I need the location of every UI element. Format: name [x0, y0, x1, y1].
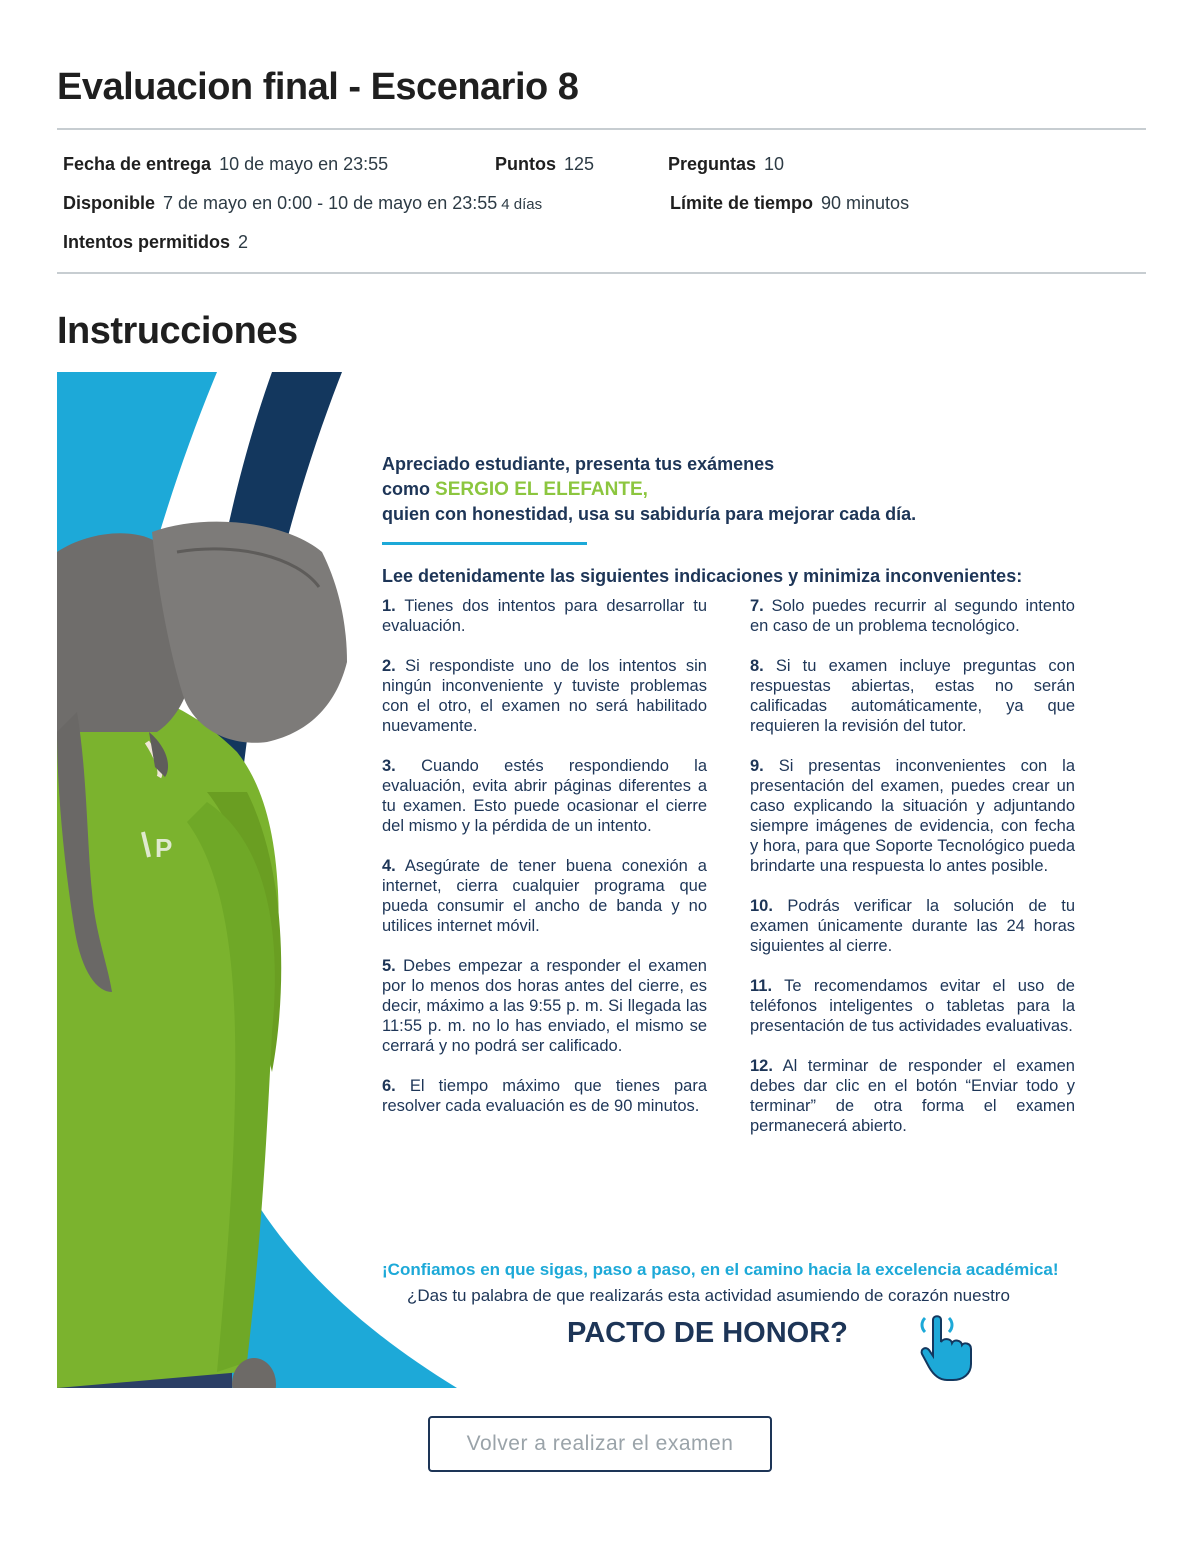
attempts-label: Intentos permitidos: [63, 232, 231, 252]
instruction-item: [750, 656, 1075, 736]
instruction-text: Debes empezar a responder el examen por lo menos dos horas antes del cierre, es decir, máximo a las 9:55 p. m. Si llegada las 11:55 p. m. no lo has enviado, el mismo se cerrará y no podrá ser calificado.: [382, 957, 707, 1055]
instruction-number: 11.: [750, 977, 773, 995]
intro-highlight: SERGIO EL ELEFANTE,: [435, 479, 648, 500]
closing-question: ¿Das tu palabra de que realizarás esta actividad asumiendo de corazón nuestro: [407, 1286, 1010, 1305]
instructions-list-left: [382, 596, 707, 1136]
svg-text:P: P: [155, 833, 173, 863]
instruction-number: 3.: [382, 757, 396, 775]
due-date-label: Fecha de entrega: [63, 154, 212, 174]
questions-value: 10: [764, 154, 785, 174]
available-value: 7 de mayo en 0:00 - 10 de mayo en 23:55: [163, 193, 498, 213]
instruction-text: Cuando estés respondiendo la evaluación, evita abrir páginas diferentes a tu examen. Esto puede ocasionar el cierre del mismo y la pérdida de un intento.: [382, 757, 707, 835]
instruction-number: 8.: [750, 657, 764, 675]
attempts: [63, 232, 248, 253]
page-title: Evaluacion final - Escenario 8: [57, 66, 579, 108]
honor-pact-title: PACTO DE HONOR?: [567, 1317, 848, 1349]
instruction-text: Si presentas inconvenientes con la presentación del examen, puedes crear un caso explicando la situación y adjuntando siempre imágenes de evidencia, con fecha y hora, para que Soporte Tecnológico pueda brindarte una respuesta lo antes posible.: [750, 757, 1075, 875]
divider: [57, 272, 1146, 274]
available-label: Disponible: [63, 193, 156, 213]
instruction-number: 12.: [750, 1057, 773, 1075]
questions: [668, 154, 784, 175]
instruction-text: Podrás verificar la solución de tu examen únicamente durante las 24 horas siguientes al cierre.: [750, 897, 1075, 955]
points: [495, 154, 594, 175]
points-value: 125: [564, 154, 595, 174]
closing-message: ¡Confiamos en que sigas, paso a paso, en el camino hacia la excelencia académica!: [382, 1260, 1059, 1279]
instruction-number: 6.: [382, 1077, 396, 1095]
instruction-number: 5.: [382, 957, 396, 975]
time-limit-value: 90 minutos: [821, 193, 910, 213]
available-days: 4 días: [501, 196, 543, 213]
instructions-banner: [57, 372, 1097, 1388]
instruction-item: [382, 596, 707, 636]
instruction-text: Asegúrate de tener buena conexión a internet, cierra cualquier programa que pueda consumir el ancho de banda y no utilices internet móvil.: [382, 857, 707, 935]
instruction-item: [382, 656, 707, 736]
instruction-number: 9.: [750, 757, 764, 775]
divider: [57, 128, 1146, 130]
questions-label: Preguntas: [668, 154, 757, 174]
instruction-item: [750, 596, 1075, 636]
instruction-text: Solo puedes recurrir al segundo intento en caso de un problema tecnológico.: [750, 597, 1075, 635]
instruction-text: Si respondiste uno de los intentos sin ningún inconveniente y tuviste problemas con el otro, el examen no será habilitado nuevamente.: [382, 657, 707, 735]
intro-text: [382, 452, 916, 527]
due-date-value: 10 de mayo en 23:55: [219, 154, 389, 174]
intro-line-2-prefix: como: [382, 479, 436, 499]
instruction-item: [382, 756, 707, 836]
instruction-item: [382, 956, 707, 1056]
time-limit-label: Límite de tiempo: [670, 193, 814, 213]
instruction-text: Al terminar de responder el examen debes dar clic en el botón “Enviar todo y terminar” de otra forma el examen permanecerá abierto.: [750, 1057, 1075, 1135]
intro-line-1: Apreciado estudiante, presenta tus exámenes: [382, 454, 775, 474]
instruction-item: [382, 856, 707, 936]
intro-underline: [382, 542, 587, 545]
instruction-number: 4.: [382, 857, 396, 875]
time-limit: [670, 193, 909, 214]
lead-text: Lee detenidamente las siguientes indicaciones y minimiza inconvenientes:: [382, 566, 1023, 586]
availability: [63, 193, 542, 214]
instruction-item: [750, 756, 1075, 876]
instruction-text: Tienes dos intentos para desarrollar tu evaluación.: [382, 597, 707, 635]
instructions-list-right: [750, 596, 1075, 1156]
instructions-heading: Instrucciones: [57, 310, 298, 352]
instruction-number: 1.: [382, 597, 396, 615]
instruction-item: [382, 1076, 707, 1116]
retake-exam-button[interactable]: Volver a realizar el examen: [428, 1416, 772, 1472]
pointing-hand-icon: [919, 1312, 979, 1382]
instruction-text: El tiempo máximo que tienes para resolver cada evaluación es de 90 minutos.: [382, 1077, 707, 1115]
instruction-number: 10.: [750, 897, 773, 915]
intro-line-3: quien con honestidad, usa su sabiduría para mejorar cada día.: [382, 504, 917, 524]
due-date: [63, 154, 388, 175]
instruction-item: [750, 1056, 1075, 1136]
intro-line-2: [382, 477, 916, 502]
instruction-text: Te recomendamos evitar el uso de teléfonos inteligentes o tabletas para la presentación de tus actividades evaluativas.: [750, 977, 1075, 1035]
elephant-mascot-illustration: [57, 372, 417, 1388]
attempts-value: 2: [238, 232, 249, 252]
instruction-number: 2.: [382, 657, 396, 675]
instruction-number: 7.: [750, 597, 764, 615]
instruction-item: [750, 976, 1075, 1036]
instruction-item: [750, 896, 1075, 956]
instruction-text: Si tu examen incluye preguntas con respuestas abiertas, estas no serán calificadas automáticamente, ya que requieren la revisión del tutor.: [750, 657, 1075, 735]
points-label: Puntos: [495, 154, 556, 174]
